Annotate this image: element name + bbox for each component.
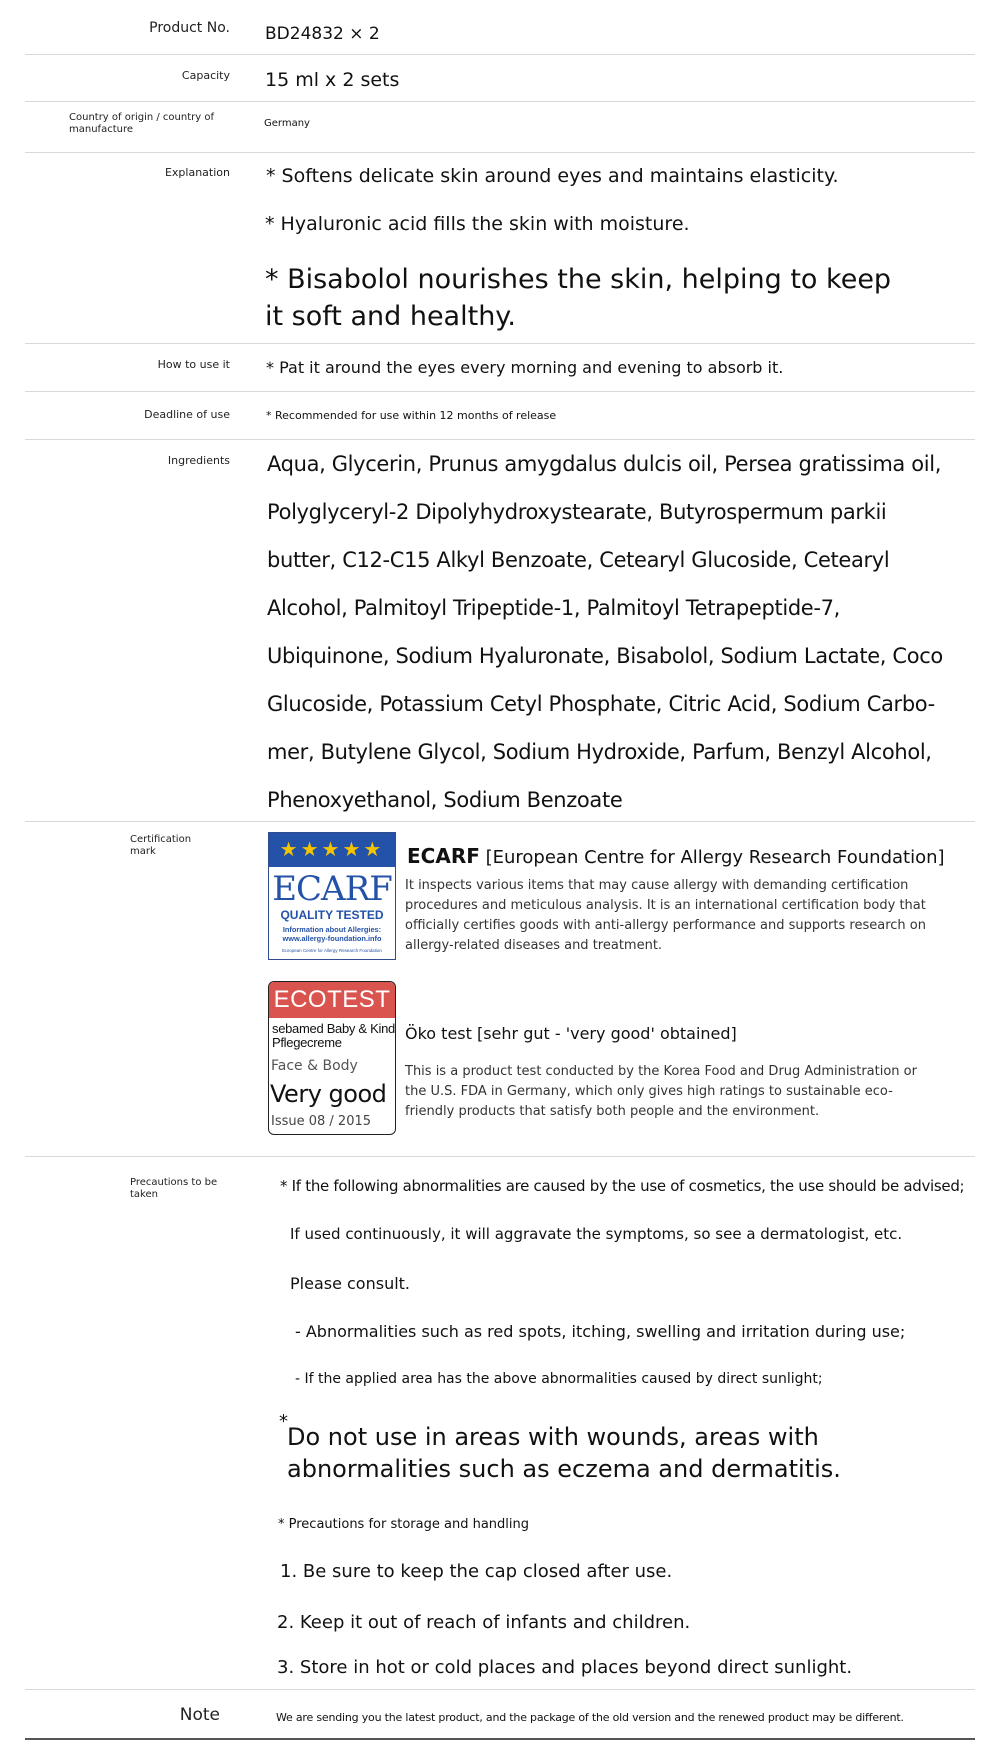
ingredients-label: Ingredients <box>167 454 230 467</box>
precaution-storage-2: 2. Keep it out of reach of infants and children. <box>277 1612 691 1633</box>
precaution-storage-1: 1. Be sure to keep the cap closed after use. <box>280 1561 673 1582</box>
capacity-value: 15 ml x 2 sets <box>265 69 400 91</box>
ecotest-logo-line4: Issue 08 / 2015 <box>271 1114 372 1129</box>
how-to-use-value: * Pat it around the eyes every morning and evening to absorb it. <box>266 358 784 377</box>
precaution-sunlight: - If the applied area has the above abnormalities caused by direct sunlight; <box>295 1371 823 1387</box>
ecarf-desc-2: procedures and meticulous analysis. It is an international certification body that <box>405 898 926 913</box>
certification-label-line1: Certification <box>130 834 192 845</box>
certification-label <box>130 834 191 857</box>
note-label: Note <box>179 1705 220 1725</box>
row-explanation <box>25 153 975 344</box>
row-capacity <box>25 55 975 102</box>
note-value: We are sending you the latest product, and the package of the old version and the renewed product may be different. <box>276 1711 904 1724</box>
ecotest-logo-line3: Very good <box>270 1080 387 1108</box>
precaution-consult: Please consult. <box>290 1274 411 1293</box>
ecarf-heading-bold: ECARF <box>407 844 480 868</box>
precaution-intro: * If the following abnormalities are caused by the use of cosmetics, the use should be advised; <box>280 1177 965 1195</box>
row-origin <box>25 102 975 153</box>
ecarf-logo-word: ECARF <box>272 869 392 909</box>
precautions-label-line1: Precautions to be <box>130 1177 218 1188</box>
ingredient-line: Ubiquinone, Sodium Hyaluronate, Bisabolol, Sodium Lactate, Coco <box>267 644 943 668</box>
ecotest-logo-line1: sebamed Baby & Kind <box>272 1021 395 1036</box>
precaution-star: * <box>279 1411 288 1432</box>
ecarf-logo-info-2: www.allergy-foundation.info <box>282 933 382 943</box>
ecotest-logo-product <box>272 1022 395 1051</box>
row-note <box>25 1690 975 1740</box>
oko-desc-2: the U.S. FDA in Germany, which only gives high ratings to sustainable eco- <box>405 1084 893 1099</box>
precaution-wounds-1: Do not use in areas with wounds, areas with <box>287 1423 819 1451</box>
ingredient-line: Glucoside, Potassium Cetyl Phosphate, Citric Acid, Sodium Carbo- <box>267 692 935 716</box>
explanation-line-2: * Hyaluronic acid fills the skin with moisture. <box>265 213 690 235</box>
certification-label-line2: mark <box>130 845 156 857</box>
ingredient-line: Phenoxyethanol, Sodium Benzoate <box>267 788 623 812</box>
oko-desc-1: This is a product test conducted by the Korea Food and Drug Administration or <box>405 1064 917 1079</box>
origin-label-line1: Country of origin / country of <box>69 112 214 123</box>
origin-label <box>69 112 214 135</box>
ingredient-line: Alcohol, Palmitoyl Tripeptide-1, Palmitoyl Tetrapeptide-7, <box>267 596 840 620</box>
product-no-label: Product No. <box>149 20 230 36</box>
explanation-line-4: it soft and healthy. <box>265 301 517 332</box>
capacity-label: Capacity <box>181 69 230 82</box>
row-precautions <box>25 1157 975 1690</box>
origin-value: Germany <box>264 118 310 129</box>
explanation-line-1: * Softens delicate skin around eyes and maintains elasticity. <box>266 165 839 187</box>
ecarf-logo-sub: European Centre for Allergy Research Foundation <box>282 948 382 953</box>
product-no-value: BD24832 × 2 <box>265 24 380 44</box>
precaution-storage-3: 3. Store in hot or cold places and places beyond direct sunlight. <box>277 1657 853 1678</box>
row-product-no <box>25 0 975 55</box>
ecarf-logo <box>268 832 396 960</box>
ecarf-desc-4: allergy-related diseases and treatment. <box>405 938 663 953</box>
ingredient-line: Aqua, Glycerin, Prunus amygdalus dulcis oil, Persea gratissima oil, <box>267 452 942 476</box>
deadline-label: Deadline of use <box>144 408 230 421</box>
ecarf-desc-3: officially certifies goods with anti-allergy performance and supports research on <box>405 918 926 933</box>
ingredient-line: butter, C12-C15 Alkyl Benzoate, Cetearyl Glucoside, Cetearyl <box>267 548 890 572</box>
ecarf-heading <box>407 844 945 868</box>
oko-heading: Öko test [sehr gut - 'very good' obtained] <box>405 1024 737 1043</box>
ingredient-line: mer, Butylene Glycol, Sodium Hydroxide, Parfum, Benzyl Alcohol, <box>267 740 932 764</box>
row-how-to-use <box>25 344 975 392</box>
deadline-value: * Recommended for use within 12 months of release <box>266 409 557 422</box>
row-deadline <box>25 392 975 440</box>
precaution-wounds-2: abnormalities such as eczema and dermatitis. <box>287 1455 841 1483</box>
precaution-continuous: If used continuously, it will aggravate the symptoms, so see a dermatologist, etc. <box>290 1225 903 1243</box>
ecotest-logo-line2: Face & Body <box>271 1058 358 1074</box>
explanation-label: Explanation <box>164 166 230 179</box>
ecarf-logo-quality: QUALITY TESTED <box>280 908 384 922</box>
ecarf-heading-rest: [European Centre for Allergy Research Foundation] <box>479 847 945 868</box>
row-ingredients <box>25 440 975 822</box>
explanation-line-3: * Bisabolol nourishes the skin, helping to keep <box>265 264 892 295</box>
ecarf-stars-icon: ★★★★★ <box>279 839 385 861</box>
row-certification <box>25 822 975 1157</box>
precaution-storage-title: * Precautions for storage and handling <box>278 1517 529 1532</box>
ecotest-logo-line1b: Pflegecreme <box>272 1035 342 1051</box>
origin-label-line2: manufacture <box>69 123 133 135</box>
ecarf-desc-1: It inspects various items that may cause allergy with demanding certification <box>405 878 909 893</box>
ecotest-logo <box>268 981 396 1135</box>
oko-desc-3: friendly products that satisfy both people and the environment. <box>405 1104 820 1119</box>
ecarf-logo-info <box>273 926 391 944</box>
ecarf-logo-info-1: Information about Allergies: <box>282 925 382 934</box>
ecotest-logo-title: ECOTEST <box>273 986 391 1013</box>
precautions-label-line2: taken <box>130 1188 158 1200</box>
precautions-label <box>130 1177 217 1200</box>
precaution-abnormalities: - Abnormalities such as red spots, itching, swelling and irritation during use; <box>295 1322 906 1341</box>
how-to-use-label: How to use it <box>157 358 230 371</box>
ingredient-line: Polyglyceryl-2 Dipolyhydroxystearate, Butyrospermum parkii <box>267 500 887 524</box>
